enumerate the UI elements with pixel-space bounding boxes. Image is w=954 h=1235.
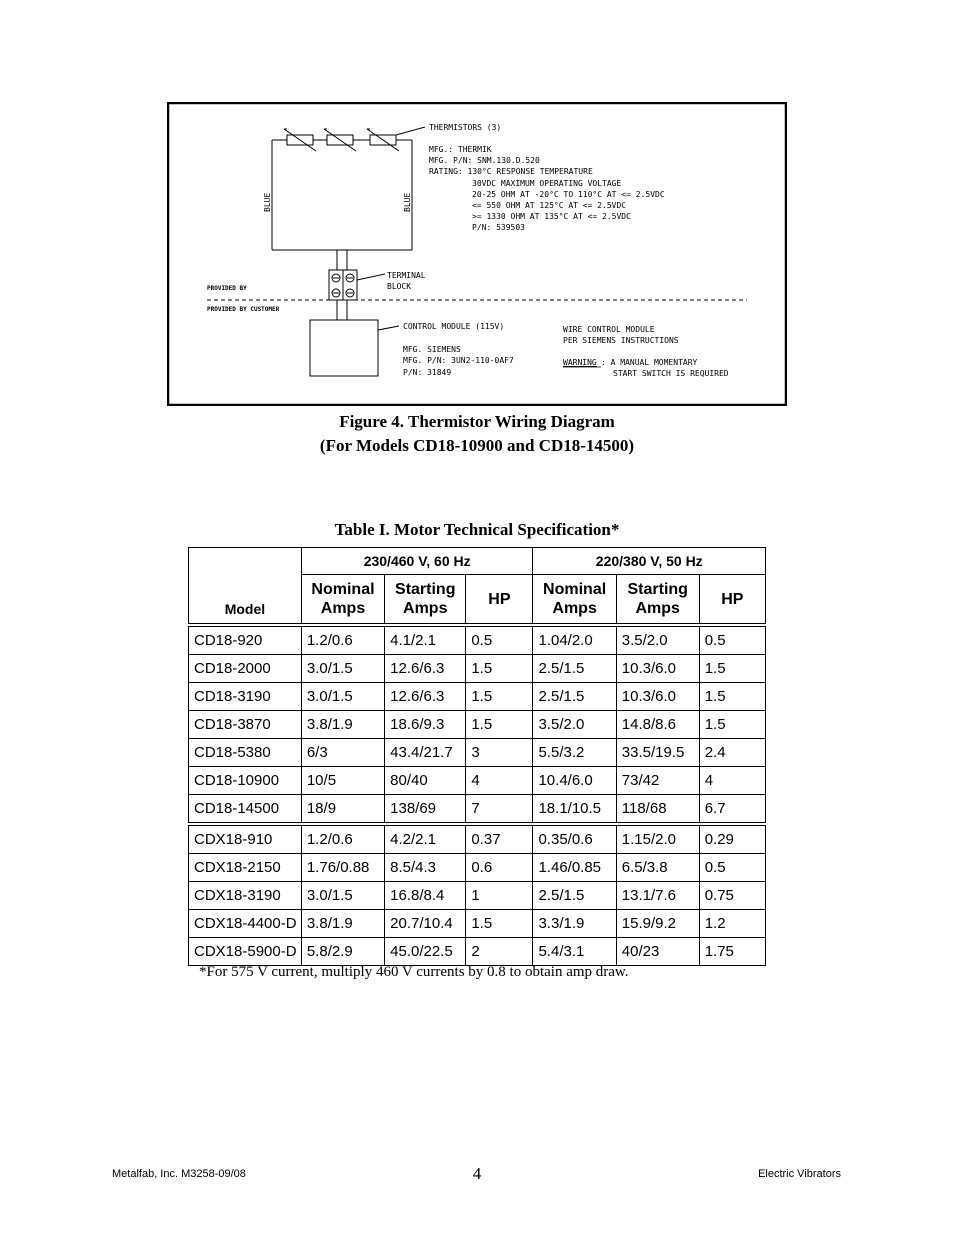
model-cell: CD18-3870: [189, 711, 302, 739]
value-cell: 12.6/6.3: [385, 655, 466, 683]
value-cell: 1.2/0.6: [301, 625, 384, 655]
model-cell: CD18-920: [189, 625, 302, 655]
model-cell: CDX18-3190: [189, 882, 302, 910]
terminal-block-label: BLOCK: [387, 282, 412, 291]
thermistor-3: [367, 129, 399, 151]
value-cell: 6.7: [699, 795, 765, 825]
value-cell: 2.5/1.5: [533, 882, 616, 910]
table-row: [189, 824, 766, 854]
provided-by-customer-label: PROVIDED BY CUSTOMER: [207, 306, 280, 313]
table-row: [189, 938, 766, 966]
table-row: [189, 795, 766, 825]
value-cell: 1.5: [466, 910, 533, 938]
value-cell: 43.4/21.7: [385, 739, 466, 767]
value-cell: 1.15/2.0: [616, 824, 699, 854]
spec-line: P/N: 539503: [472, 223, 525, 232]
column-header-nominal-amps: [533, 575, 616, 626]
thermistor-loop: [272, 140, 412, 270]
header-text: Nominal: [543, 581, 607, 598]
value-cell: 6.5/3.8: [616, 854, 699, 882]
table-row: [189, 767, 766, 795]
spec-line: RATING: 130°C RESPONSE TEMPERATURE: [429, 167, 593, 176]
value-cell: 1: [466, 882, 533, 910]
column-header-model: Model: [189, 548, 302, 626]
value-cell: 1.5: [699, 683, 765, 711]
spec-line: MFG. P/N: SNM.130.D.520: [429, 156, 540, 165]
figure-caption-subtitle: (For Models CD18-10900 and CD18-14500): [319, 436, 635, 455]
blue-wire-right-label: BLUE: [403, 192, 412, 212]
value-cell: 4.1/2.1: [385, 625, 466, 655]
wire-instruction: PER SIEMENS INSTRUCTIONS: [563, 336, 679, 345]
table-row: [189, 854, 766, 882]
value-cell: 3.8/1.9: [301, 910, 384, 938]
value-cell: 12.6/6.3: [385, 683, 466, 711]
value-cell: 73/42: [616, 767, 699, 795]
value-cell: 3.5/2.0: [616, 625, 699, 655]
header-text: Amps: [320, 600, 366, 617]
column-header-hp: HP: [699, 575, 765, 626]
value-cell: 6/3: [301, 739, 384, 767]
value-cell: 33.5/19.5: [616, 739, 699, 767]
header-text: Starting: [627, 581, 688, 598]
value-cell: 10.4/6.0: [533, 767, 616, 795]
spec-line: <= 550 OHM AT 125°C AT <= 2.5VDC: [472, 201, 627, 210]
value-cell: 10.3/6.0: [616, 683, 699, 711]
value-cell: 0.75: [699, 882, 765, 910]
value-cell: 4.2/2.1: [385, 824, 466, 854]
page-number: 4: [472, 1164, 482, 1183]
value-cell: 18.1/10.5: [533, 795, 616, 825]
motor-spec-table: [188, 547, 766, 966]
model-cell: CD18-2000: [189, 655, 302, 683]
value-cell: 0.37: [466, 824, 533, 854]
footer-right: Electric Vibrators: [758, 1168, 841, 1180]
value-cell: 3.5/2.0: [533, 711, 616, 739]
spec-line: 20-25 OHM AT -20°C TO 110°C AT <= 2.5VDC: [472, 190, 665, 199]
value-cell: 1.5: [699, 655, 765, 683]
thermistors-label: THERMISTORS (3): [429, 123, 502, 132]
value-cell: 3.0/1.5: [301, 882, 384, 910]
value-cell: 14.8/8.6: [616, 711, 699, 739]
thermistor-wiring-diagram: [167, 102, 787, 406]
value-cell: 138/69: [385, 795, 466, 825]
value-cell: 3.0/1.5: [301, 683, 384, 711]
value-cell: 16.8/8.4: [385, 882, 466, 910]
value-cell: 2.4: [699, 739, 765, 767]
table-row: [189, 739, 766, 767]
value-cell: 8.5/4.3: [385, 854, 466, 882]
column-header-hp: HP: [466, 575, 533, 626]
table-body: [189, 625, 766, 966]
thermistor-specs: [429, 145, 665, 232]
value-cell: 15.9/9.2: [616, 910, 699, 938]
value-cell: 0.29: [699, 824, 765, 854]
table-footnote: *For 575 V current, multiply 460 V currents by 0.8 to obtain amp draw.: [199, 964, 629, 980]
thermistor-1: [284, 129, 316, 151]
header-text: Amps: [403, 600, 448, 617]
table-row: [189, 683, 766, 711]
model-cell: CD18-14500: [189, 795, 302, 825]
value-cell: 5.4/3.1: [533, 938, 616, 966]
table-row: [189, 882, 766, 910]
value-cell: 1.75: [699, 938, 765, 966]
warning-text: : A MANUAL MOMENTARY: [601, 358, 698, 367]
value-cell: 45.0/22.5: [385, 938, 466, 966]
group-header-50hz: 220/380 V, 50 Hz: [533, 548, 766, 575]
value-cell: 0.6: [466, 854, 533, 882]
table-row: [189, 655, 766, 683]
value-cell: 3: [466, 739, 533, 767]
terminal-block-label: TERMINAL: [387, 271, 426, 280]
control-line: P/N: 31849: [403, 368, 452, 377]
value-cell: 3.0/1.5: [301, 655, 384, 683]
control-line: CONTROL MODULE (115V): [403, 322, 505, 331]
wire-instruction: WIRE CONTROL MODULE: [563, 325, 655, 334]
value-cell: 1.46/0.85: [533, 854, 616, 882]
model-cell: CDX18-910: [189, 824, 302, 854]
header-text: Amps: [552, 600, 597, 617]
value-cell: 18.6/9.3: [385, 711, 466, 739]
value-cell: 4: [699, 767, 765, 795]
control-module: [310, 320, 378, 376]
value-cell: 7: [466, 795, 533, 825]
group-header-60hz: 230/460 V, 60 Hz: [301, 548, 533, 575]
value-cell: 1.76/0.88: [301, 854, 384, 882]
value-cell: 0.5: [699, 625, 765, 655]
column-header-nominal-amps: [301, 575, 384, 626]
value-cell: 13.1/7.6: [616, 882, 699, 910]
table-title: Table I. Motor Technical Specification*: [334, 520, 620, 539]
header-text: Amps: [635, 600, 680, 617]
value-cell: 4: [466, 767, 533, 795]
table-header-row: [189, 548, 766, 575]
value-cell: 118/68: [616, 795, 699, 825]
model-cell: CDX18-5900-D: [189, 938, 302, 966]
value-cell: 2.5/1.5: [533, 683, 616, 711]
spec-line: MFG.: THERMIK: [429, 145, 492, 154]
value-cell: 2.5/1.5: [533, 655, 616, 683]
value-cell: 18/9: [301, 795, 384, 825]
value-cell: 0.5: [466, 625, 533, 655]
header-text: Nominal: [311, 581, 375, 598]
value-cell: 5.8/2.9: [301, 938, 384, 966]
blue-wire-left-label: BLUE: [263, 192, 272, 212]
figure-caption: Figure 4. Thermistor Wiring Diagram: [339, 412, 615, 431]
header-text: Starting: [395, 581, 456, 598]
terminal-block: [329, 270, 357, 300]
value-cell: 0.5: [699, 854, 765, 882]
column-header-starting-amps: [616, 575, 699, 626]
model-cell: CD18-10900: [189, 767, 302, 795]
value-cell: 1.5: [466, 683, 533, 711]
control-module-specs: [403, 322, 514, 377]
value-cell: 3.3/1.9: [533, 910, 616, 938]
table-row: [189, 910, 766, 938]
model-cell: CDX18-4400-D: [189, 910, 302, 938]
value-cell: 10.3/6.0: [616, 655, 699, 683]
value-cell: 1.04/2.0: [533, 625, 616, 655]
warning-label: WARNING: [563, 358, 597, 367]
model-cell: CDX18-2150: [189, 854, 302, 882]
table-row: [189, 711, 766, 739]
provided-by-label: PROVIDED BY: [207, 285, 247, 292]
value-cell: 1.5: [466, 711, 533, 739]
value-cell: 40/23: [616, 938, 699, 966]
thermistor-2: [324, 129, 356, 151]
value-cell: 0.35/0.6: [533, 824, 616, 854]
model-cell: CD18-5380: [189, 739, 302, 767]
value-cell: 3.8/1.9: [301, 711, 384, 739]
table-row: [189, 625, 766, 655]
value-cell: 1.2: [699, 910, 765, 938]
value-cell: 1.5: [466, 655, 533, 683]
warning-text: START SWITCH IS REQUIRED: [613, 369, 729, 378]
value-cell: 5.5/3.2: [533, 739, 616, 767]
control-line: MFG. P/N: 3UN2-110-0AF7: [403, 356, 514, 365]
model-cell: CD18-3190: [189, 683, 302, 711]
value-cell: 2: [466, 938, 533, 966]
footer-left: Metalfab, Inc. M3258-09/08: [112, 1168, 246, 1180]
value-cell: 80/40: [385, 767, 466, 795]
value-cell: 1.2/0.6: [301, 824, 384, 854]
value-cell: 20.7/10.4: [385, 910, 466, 938]
value-cell: 10/5: [301, 767, 384, 795]
spec-line: 30VDC MAXIMUM OPERATING VOLTAGE: [472, 179, 622, 188]
spec-line: >= 1330 OHM AT 135°C AT <= 2.5VDC: [472, 212, 631, 221]
wiring-instructions: [563, 325, 729, 378]
value-cell: 1.5: [699, 711, 765, 739]
column-header-starting-amps: [385, 575, 466, 626]
control-line: MFG. SIEMENS: [403, 345, 461, 354]
